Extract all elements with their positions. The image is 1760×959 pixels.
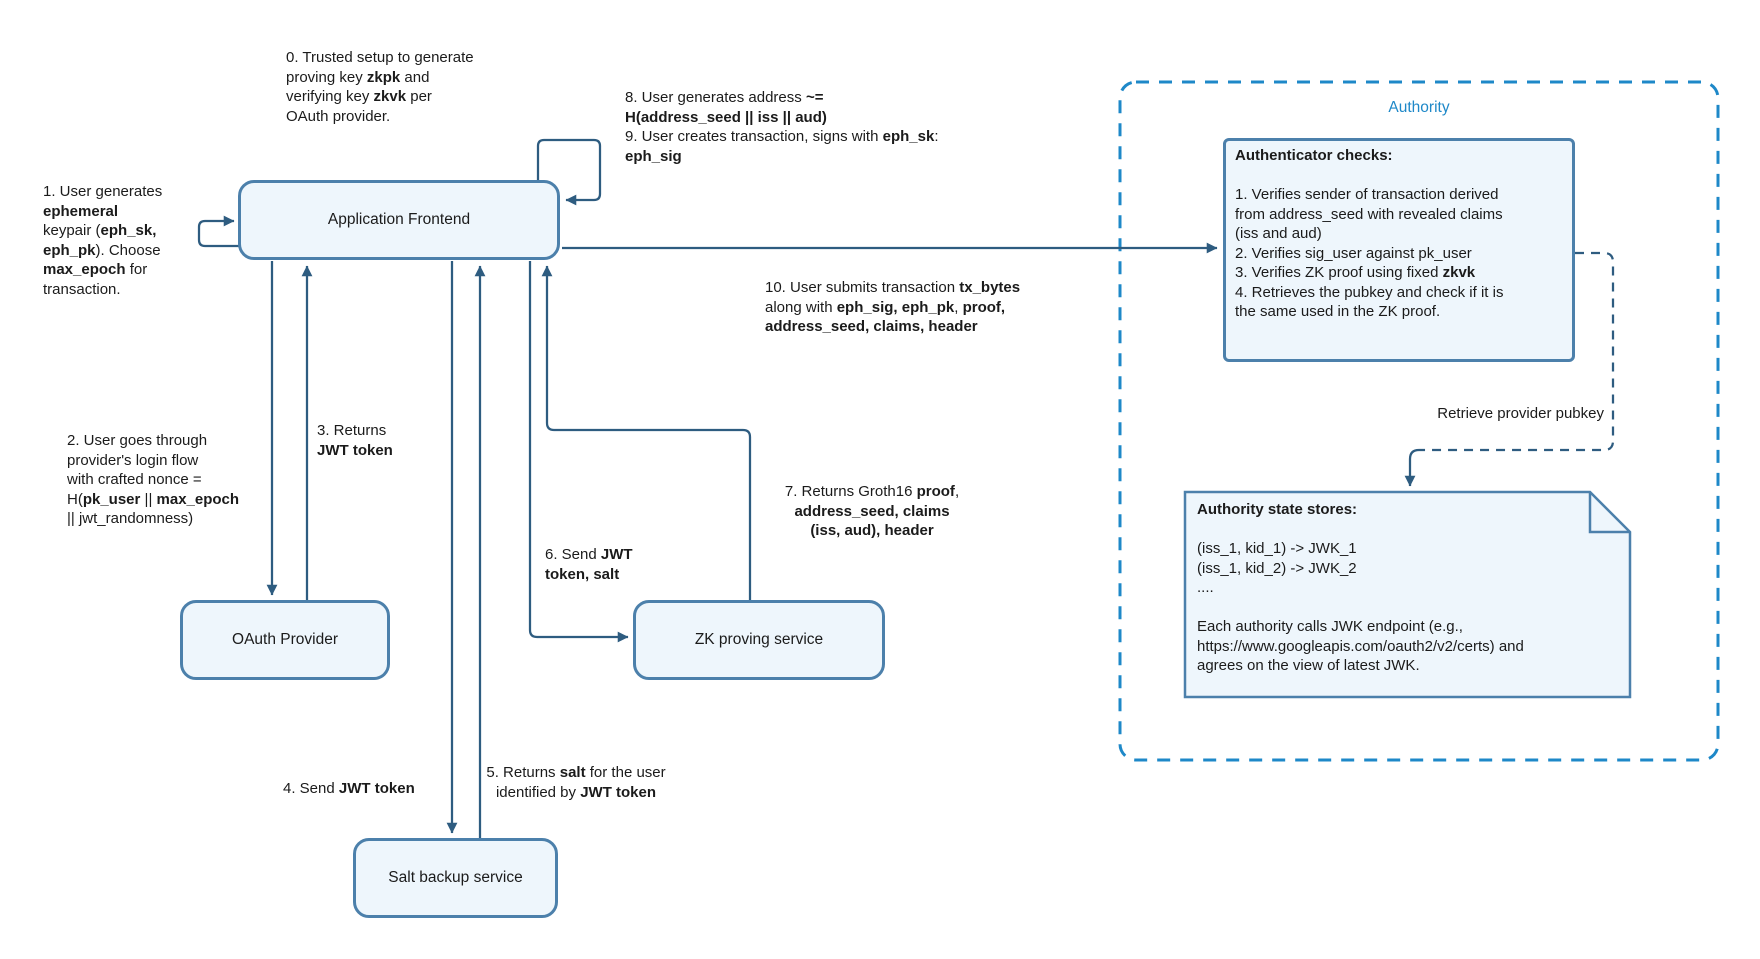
node-oauth-provider: [180, 600, 390, 680]
annotation-step3: 3. Returns JWT token: [317, 422, 393, 459]
annotation-step1: 1. User generates ephemeral keypair (eph_sk, eph_pk). Choose max_epoch for transaction.: [43, 183, 163, 298]
node-salt-backup-service: [353, 838, 558, 918]
node-application-frontend-label: Application Frontend: [327, 211, 471, 228]
authority-container-label: Authority: [1388, 99, 1450, 116]
node-application-frontend: [238, 180, 560, 260]
annotation-step5: 5. Returns salt for the user identified by JWT token: [486, 764, 666, 801]
edge-self-loop-ephemeral-keypair: [199, 221, 239, 246]
authority-state-stores-text: Authority state stores: (iss_1, kid_1) -> JWK_1 (iss_1, kid_2) -> JWK_2 .... Each authority calls JWK endpoint (e.g., https://www.googleapis.com/oauth2/v2/certs) and agrees on the view of latest JWK.: [1197, 501, 1524, 674]
annotation-step7: 7. Returns Groth16 proof, address_seed, claims (iss, aud), header: [784, 483, 960, 539]
node-salt-backup-service-label: Salt backup service: [388, 869, 523, 886]
retrieve-provider-pubkey-label: Retrieve provider pubkey: [1437, 405, 1604, 422]
annotation-step0: 0. Trusted setup to generate proving key zkpk and verifying key zkvk per OAuth provider.: [286, 49, 474, 125]
annotation-step4: 4. Send JWT token: [283, 780, 415, 797]
annotation-step6: 6. Send JWT token, salt: [545, 546, 633, 583]
node-zk-proving-service: [633, 600, 885, 680]
annotation-step10: 10. User submits transaction tx_bytes along with eph_sig, eph_pk, proof, address_seed, claims, header: [765, 279, 1021, 335]
edge-retrieve-pubkey-tail: [1410, 450, 1419, 486]
annotation-step8-9: 8. User generates address ~= H(address_seed || iss || aud) 9. User creates transaction, signs with eph_sk: eph_sig: [625, 89, 939, 165]
authenticator-checks-text: Authenticator checks: 1. Verifies sender of transaction derived from address_seed with revealed claims (iss and aud) 2. Verifies sig_user against pk_user 3. Verifies ZK proof using fixed zkvk 4. Retrieves the pubkey and check if it is the same used in the ZK proof.: [1235, 147, 1504, 320]
node-zk-proving-service-label: ZK proving service: [694, 631, 824, 648]
annotation-step2: 2. User goes through provider's login flow with crafted nonce = H(pk_user || max_epoch || jwt_randomness): [67, 432, 240, 527]
node-oauth-provider-label: OAuth Provider: [232, 631, 338, 648]
